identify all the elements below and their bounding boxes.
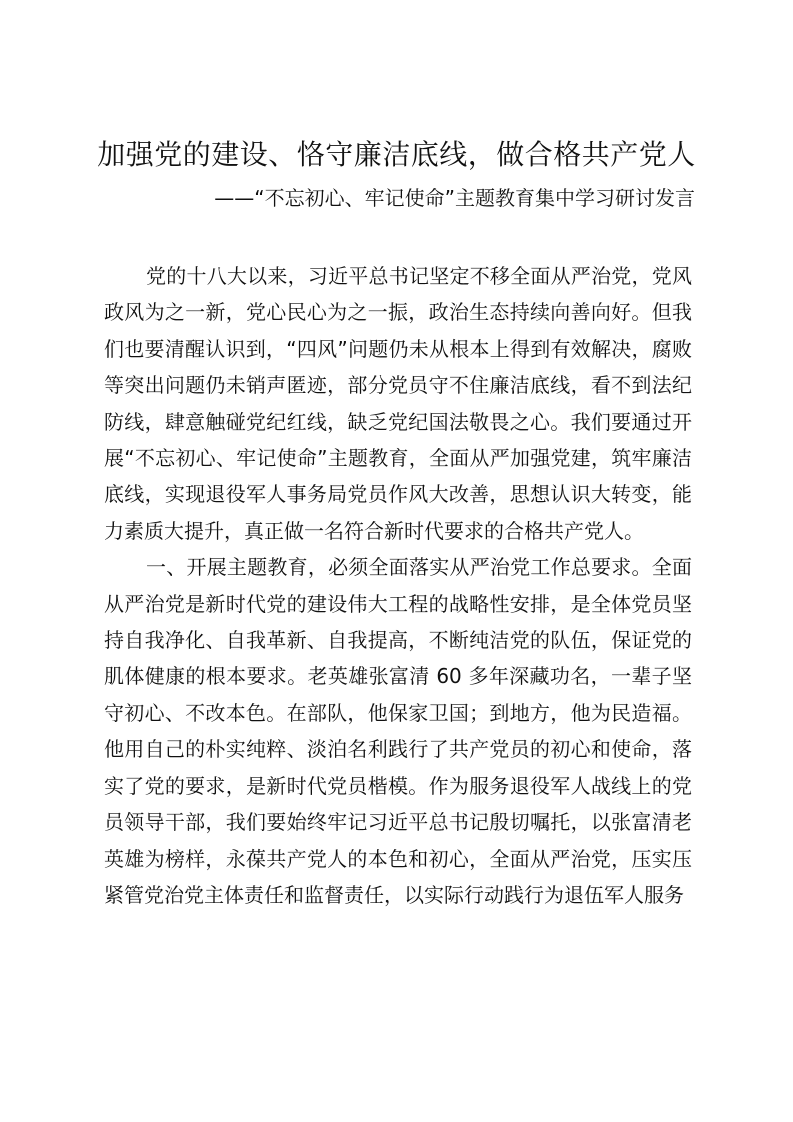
paragraph-section-one: 一、开展主题教育，必须全面落实从严治党工作总要求。全面从严治党是新时代党的建设伟大工程的战略性安排，是全体党员坚持自我净化、自我革新、自我提高，不断纯洁党的队伍，保证党的肌体健康的根本要求。老英雄张富清 60 多年深藏功名，一辈子坚守初心、不改本色。在部队，他保家卫国；到地方，他为民造福。他用自己的朴实纯粹、淡泊名利践行了共产党员的初心和使命，落实了党的要求，是新时代党员楷模。作为服务退役军人战线上的党员领导干部，我们要始终牢记习近平总书记殷切嘱托，以张富清老英雄为榜样，永葆共产党人的本色和初心，全面从严治党，压实压紧管党治党主体责任和监督责任，以实际行动践行为退伍军人服务 <box>104 555 692 907</box>
paragraph-intro: 党的十八大以来，习近平总书记坚定不移全面从严治党，党风政风为之一新，党心民心为之一振，政治生态持续向善向好。但我们也要清醒认识到，“四风”问题仍未从根本上得到有效解决，腐败等突出问题仍未销声匿迹，部分党员守不住廉洁底线，看不到法纪防线，肆意触碰党纪红线，缺乏党纪国法敬畏之心。我们要通过开展“不忘初心、牢记使命”主题教育，全面从严加强党建，筑牢廉洁底线，实现退役军人事务局党员作风大改善，思想认识大转变，能力素质大提升，真正做一名符合新时代要求的合格共产党人。 <box>104 264 692 543</box>
document-subtitle: ——“不忘初心、牢记使命”主题教育集中学习研讨发言 <box>214 186 695 210</box>
document-title: 加强党的建设、恪守廉洁底线，做合格共产党人 <box>97 138 696 171</box>
document-body <box>104 258 692 913</box>
